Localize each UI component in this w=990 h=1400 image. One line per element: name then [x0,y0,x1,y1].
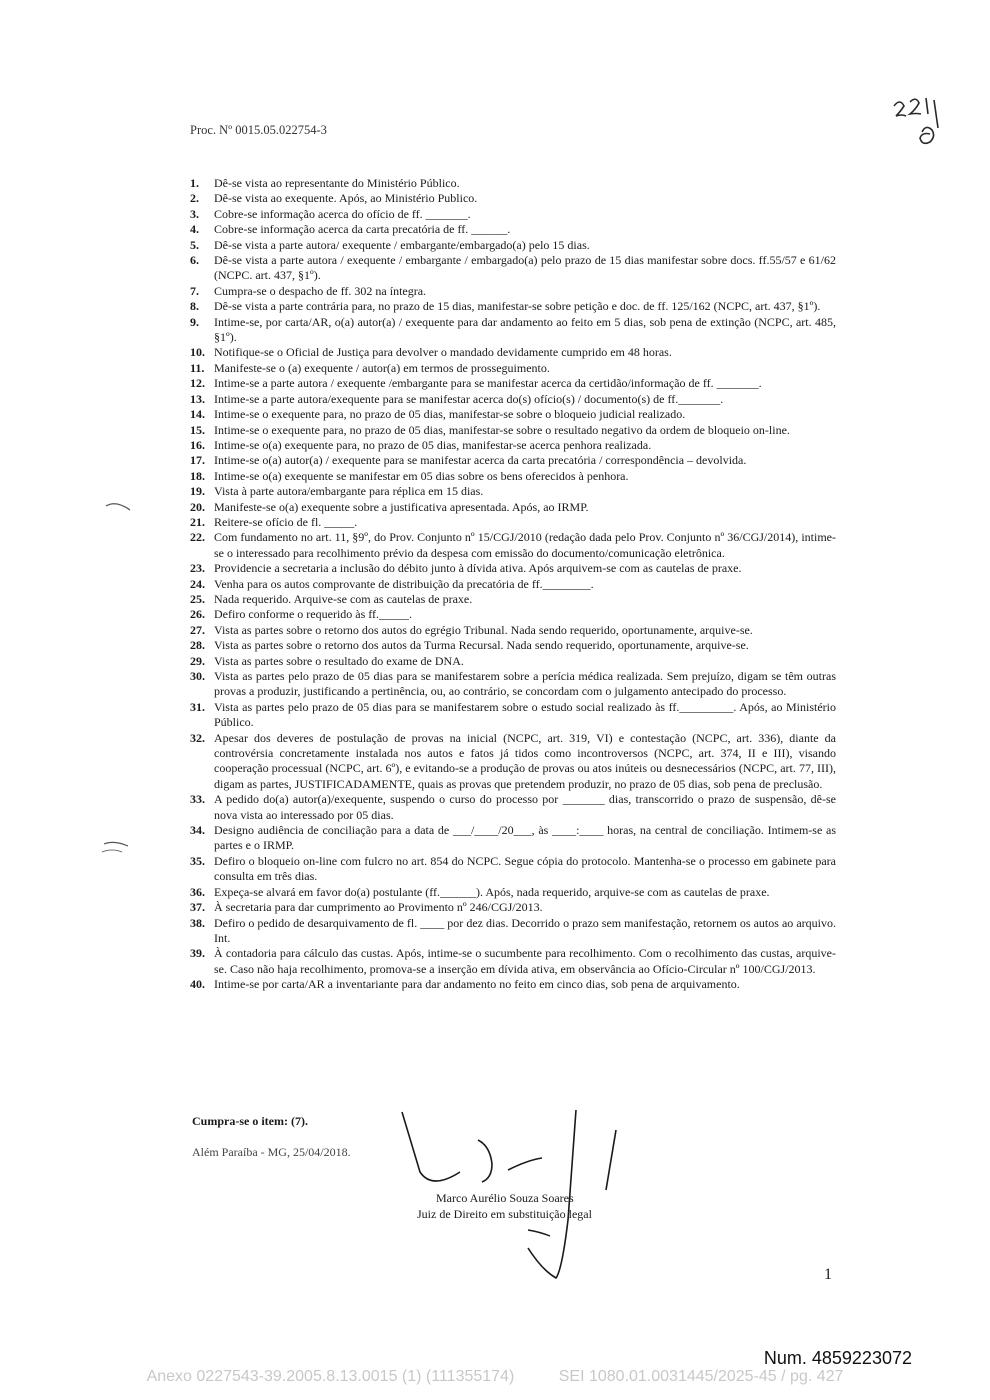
list-item [190,253,836,284]
list-item [190,977,836,992]
item-text: Defiro o pedido de desarquivamento de fl. ____ por dez dias. Decorrido o prazo sem manifestação, retornem os autos ao arquivo. Int. [214,915,836,945]
list-item [190,577,836,592]
item-number: 32. [190,730,205,745]
item-text: Cumpra-se o despacho de ff. 302 na íntegra. [214,283,427,298]
list-item [190,654,836,669]
item-text: Apesar dos deveres de postulação de provas na inicial (NCPC, art. 319, VI) e contestação (NCPC, art. 336), diante da controvérsia concretamente instalada nos autos e fatos já tidos como incontroversos (NCPC, art. 374, II e III), visando cooperação processual (NCPC, art. 6º), e evitando-se a produção de provas ou atos inúteis ou desnecessários (NCPC, art. 77, III), digam as partes, JUSTIFICADAMENTE, quais as provas que pretendem produzir, no prazo de 05 dias, sob pena de preclusão. [214,730,836,791]
list-item [190,176,836,191]
item-number: 27. [190,622,205,637]
item-text: Intime-se o(a) exequente se manifestar em 05 dias sobre os bens oferecidos à penhora. [214,468,629,483]
item-number: 13. [190,391,205,406]
item-text: Com fundamento no art. 11, §9º, do Prov. Conjunto nº 15/CGJ/2010 (redação dada pelo Prov. Conjunto nº 36/CGJ/2014), intime-se o interessado para recolhimento prévio da despesa com emissão do documento/comunicação eletrônica. [214,530,836,560]
item-text: À contadoria para cálculo das custas. Após, intime-se o sucumbente para recolhimento. Com o recolhimento das custas, arquive-se. Caso não haja recolhimento, promova-se a inserção em dívida ativa, em observância ao Ofício-Circular nº 100/CGJ/2013. [214,946,836,976]
item-text: Vista à parte autora/embargante para réplica em 15 dias. [214,484,484,499]
page-number: 1 [824,1266,832,1283]
item-text: Intime-se a parte autora/exequente para se manifestar acerca do(s) ofício(s) / documento(s) de ff._______. [214,391,724,406]
item-text: Expeça-se alvará em favor do(a) postulante (ff.______). Após, nada requerido, arquive-se com as cautelas de praxe. [214,884,770,899]
margin-mark [100,838,134,860]
item-number: 35. [190,853,205,868]
list-item [190,423,836,438]
item-text: Designo audiência de conciliação para a data de ___/____/20___, às ____:____ horas, na central de conciliação. Intimem-se as partes e o IRMP. [214,823,836,853]
item-text: Vista as partes sobre o retorno dos autos da Turma Recursal. Nada sendo requerido, oportunamente, arquive-se. [214,638,749,653]
handwritten-folio-mark [888,92,958,152]
list-item [190,191,836,206]
item-number: 18. [190,468,205,483]
item-number: 33. [190,792,205,807]
item-text: A pedido do(a) autor(a)/exequente, suspendo o curso do processo por _______ dias, transcorrido o prazo de suspensão, dê-se nova vista ao interessado por 05 dias. [214,792,836,822]
list-item [190,207,836,222]
item-text: Vista as partes pelo prazo de 05 dias para se manifestarem sobre a perícia médica realizada. Sem prejuízo, digam se têm outras provas a produzir, justificando a pertinência, ou, ao contrário, se concordam com o julgamento antecipado do processo. [214,669,836,699]
list-item [190,222,836,237]
footer-annex: Anexo 0227543-39.2005.8.13.0015 (1) (111355174) [146,1368,515,1385]
item-text: Vista as partes sobre o retorno dos autos do egrégio Tribunal. Nada sendo requerido, oportunamente, arquive-se. [214,622,753,637]
item-number: 2. [190,191,199,206]
list-item [190,407,836,422]
item-number: 30. [190,669,205,683]
item-text: Defiro o bloqueio on-line com fulcro no art. 854 do NCPC. Segue cópia do protocolo. Mantenha-se o processo em gabinete para consulta em três dias. [214,853,836,884]
list-item [190,731,836,793]
footer-sei: SEI 1080.01.0031445/2025-45 / pg. 427 [558,1368,844,1385]
list-item [190,638,836,653]
item-number: 39. [190,946,205,961]
list-item [190,530,836,561]
item-number: 17. [190,453,205,468]
item-number: 1. [190,176,199,190]
item-number: 28. [190,638,205,653]
item-number: 4. [190,222,199,237]
item-number: 24. [190,576,205,591]
list-item [190,238,836,253]
item-text: À secretaria para dar cumprimento ao Provimento nº 246/CGJ/2013. [214,900,543,915]
item-text: Defiro conforme o requerido às ff._____. [214,607,413,622]
item-text: Dê-se vista ao exequente. Após, ao Ministério Publico. [214,191,478,206]
list-item [190,946,836,977]
list-item [190,299,836,314]
list-item [190,823,836,854]
list-item [190,900,836,915]
process-number: Proc. Nº 0015.05.022754-3 [190,123,327,137]
item-text: Cobre-se informação acerca do ofício de ff. _______. [214,206,471,221]
list-item [190,453,836,468]
list-item [190,438,836,453]
list-item [190,469,836,484]
item-text: Intime-se o exequente para, no prazo de 05 dias, manifestar-se sobre o bloqueio judicial realizado. [214,407,686,422]
item-text: Vista as partes pelo prazo de 05 dias para se manifestarem sobre o estudo social realizado às ff._________. Após, ao Ministério Público. [214,699,836,730]
item-number: 37. [190,900,205,915]
item-text: Dê-se vista a parte autora/ exequente / embargante/embargado(a) pelo 15 dias. [214,237,590,252]
item-text: Notifique-se o Oficial de Justiça para devolver o mandado devidamente cumprido em 48 horas. [214,345,672,360]
item-text: Dê-se vista ao representante do Ministério Público. [214,176,460,190]
item-number: 9. [190,314,199,329]
list-item [190,854,836,885]
item-number: 10. [190,345,205,360]
item-text: Reitere-se ofício de fl. _____. [214,514,358,529]
item-number: 8. [190,299,199,314]
item-number: 38. [190,915,205,930]
item-number: 22. [190,530,205,545]
item-text: Intime-se o exequente para, no prazo de 05 dias, manifestar-se sobre o resultado negativo da ordem de bloqueio on-line. [214,422,790,437]
item-text: Intime-se o(a) autor(a) / exequente para se manifestar acerca da carta precatória / correspondência – devolvida. [214,453,747,468]
list-item [190,315,836,346]
document-number-stamp: Num. 4859223072 [763,1348,912,1368]
item-number: 6. [190,253,199,268]
list-item [190,500,836,515]
list-item [190,484,836,499]
item-number: 31. [190,699,205,714]
item-text: Cobre-se informação acerca da carta precatória de ff. ______. [214,222,511,237]
item-number: 7. [190,283,199,298]
item-number: 23. [190,561,205,576]
item-number: 20. [190,499,205,514]
item-number: 26. [190,607,205,622]
item-text: Dê-se vista a parte contrária para, no prazo de 15 dias, manifestar-se sobre petição e doc. de ff. 125/162 (NCPC, art. 437, §1º). [214,299,821,314]
item-text: Intime-se o(a) exequente para, no prazo de 05 dias, manifestar-se acerca penhora realizada. [214,437,652,452]
list-item [190,792,836,823]
place-date: Além Paraíba - MG, 25/04/2018. [192,1145,351,1159]
item-number: 19. [190,484,205,499]
item-text: Dê-se vista a parte autora / exequente / embargante / embargado(a) pelo prazo de 15 dias manifestar sobre docs. ff.55/57 e 61/62 (NCPC. art. 437, §1º). [214,253,836,283]
item-text: Intime-se a parte autora / exequente /embargante para se manifestar acerca da certidão/informação de ff. _______. [214,376,762,391]
list-item [190,700,836,731]
item-number: 25. [190,591,205,606]
item-text: Intime-se, por carta/AR, o(a) autor(a) / exequente para dar andamento ao feito em 5 dias, sob pena de extinção (NCPC, art. 485, §1º). [214,314,836,345]
item-text: Manifeste-se o (a) exequente / autor(a) em termos de prosseguimento. [214,360,550,375]
item-text: Intime-se por carta/AR a inventariante para dar andamento no feito em cinco dias, sob pena de arquivamento. [214,977,740,992]
judge-name: Marco Aurélio Souza Soares [436,1191,574,1205]
list-item [190,623,836,638]
item-text: Vista as partes sobre o resultado do exame de DNA. [214,653,464,668]
list-item [190,561,836,576]
dispatch-list [190,176,836,993]
item-text: Nada requerido. Arquive-se com as cautelas de praxe. [214,591,473,606]
item-number: 11. [190,360,205,375]
item-number: 21. [190,514,205,529]
cumpra-item: Cumpra-se o item: (7). [192,1114,308,1128]
list-item [190,515,836,530]
list-item [190,345,836,360]
item-text: Providencie a secretaria a inclusão do débito junto à dívida ativa. Após arquivem-se com as cautelas de praxe. [214,561,742,576]
list-item [190,376,836,391]
item-text: Venha para os autos comprovante de distribuição da precatória de ff.________. [214,576,594,591]
item-number: 16. [190,437,205,452]
item-text: Manifeste-se o(a) exequente sobre a justificativa apresentada. Após, ao IRMP. [214,499,589,514]
margin-mark [104,498,134,512]
item-number: 40. [190,977,205,992]
list-item [190,885,836,900]
item-number: 12. [190,376,205,391]
list-item [190,284,836,299]
list-item [190,361,836,376]
item-number: 29. [190,653,205,668]
footer-watermark [0,1368,990,1386]
item-number: 36. [190,884,205,899]
item-number: 3. [190,206,199,221]
list-item [190,592,836,607]
list-item [190,916,836,947]
item-number: 14. [190,407,205,422]
judge-role: Juiz de Direito em substituição legal [417,1207,592,1221]
item-number: 5. [190,237,199,252]
list-item [190,669,836,700]
list-item [190,607,836,622]
item-number: 15. [190,422,205,437]
item-number: 34. [190,823,205,838]
list-item [190,392,836,407]
